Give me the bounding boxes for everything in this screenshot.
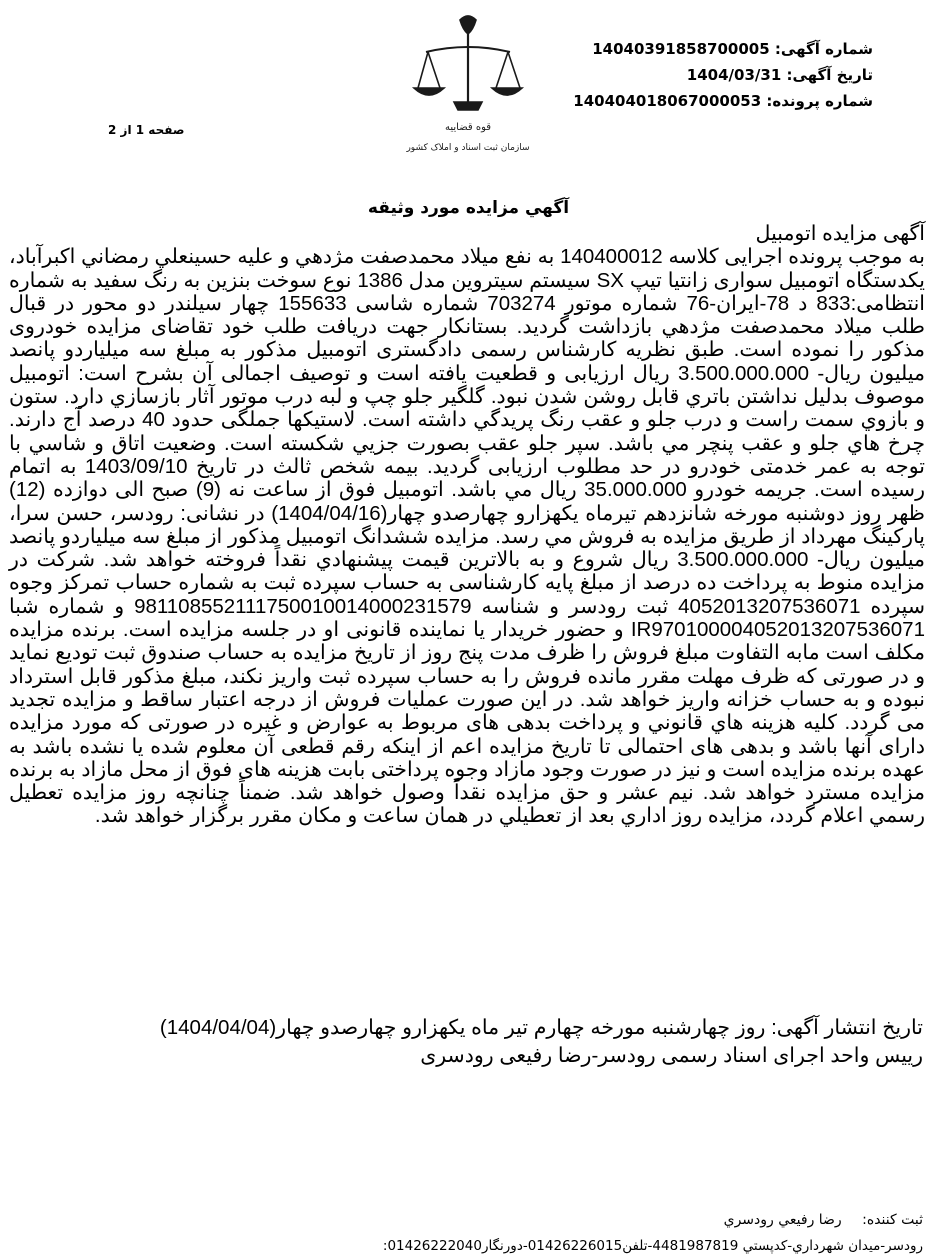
case-number-row (513, 88, 873, 114)
notice-body-paragraph: به موجب پرونده اجرايی کلاسه 140400012 به نفع ميلاد محمدصفت مژدهي و عليه حسينعلي رمضاني اکبرآباد، يکدستگاه اتومبيل سواری زانتيا تيپ SX سيستم سيتروين مدل 1386 نوع سوخت بنزين به رنگ سفيد به شماره انتظامی:833 د 78-ايران-76 شماره موتور 703274 شماره شاسی 155633 چهار سيلندر دو محور در قبال طلب ميلاد محمدصفت مژدهي بازداشت گرديد. بستانکار جهت دريافت طلب خود تقاضای مزايده خودروی مذکور را نموده است. طبق نظريه کارشناس رسمی دادگستری اتومبيل مذکور به مبلغ سه ميلياردو پانصد ميليون ريال- 3.500.000.000 ريال ارزيابی و قطعيت يافته است و توصيف اجمالی آن بشرح است: اتومبيل موصوف بدليل نداشتن باتري قابل روشن شدن نبود. گلگير جلو چپ و لبه درب موتور آثار بازسازي دارد. ستون و بازوي سمت راست و درب جلو و عقب رنگ پريدگي داشته است. لاستيکها جملگی حدود 40 درصد آج دارند. چرخ هاي جلو و عقب پنچر مي باشد. سپر جلو عقب بصورت جزيي شکسته است. وضعيت اتاق و شاسي با توجه به عمر خدمتی خودرو در حد مطلوب ارزيابی گرديد. بيمه شخص ثالث در تاريخ 1403/09/10 به اتمام رسيده است. جريمه خودرو 35.000.000 ريال مي باشد. اتومبيل فوق از ساعت نه (9) صبح الی دوازده (12) ظهر روز دوشنبه مورخه شانزدهم تيرماه يکهزارو چهارصدو چهار(1404/04/16) در نشانی: رودسر، حسن سرا، پارکينگ مهرداد از طريق مزايده به فروش مي رسد. مزايده ششدانگ اتومبيل مذکور از مبلغ سه ميلياردو پانصد ميليون ريال- 3.500.000.000 ريال شروع و به بالاترين قيمت پيشنهادي نقداً فروخته خواهد شد. شرکت در مزايده منوط به پرداخت ده درصد از مبلغ پايه کارشناسی به حساب سپرده ثبت به شماره حساب تمرکز وجوه سپرده 4052013207536071 ثبت رودسر و شناسه 981108552111750010014000231579 و شماره شبا IR970100004052013207536071 و حضور خريدار يا نماينده قانونی او در جلسه مزايده است. برنده مزايده مکلف است مابه التفاوت مبلغ فروش را ظرف مدت پنج روز از تاريخ مزايده به حساب صندوق ثبت توديع نمايد و در صورتی که ظرف مهلت مقرر مانده فروش را به حساب سپرده ثبت واريز نکند، مبلغ مذکور قابل استرداد نبوده و به حساب خزانه واريز خواهد شد. در اين صورت عمليات فروش از درجه اعتبار ساقط و مزايده تجديد می گردد. کليه هزينه هاي قانوني و پرداخت بدهی های مربوط به عوارض و غيره در صورتی که مورد مزايده دارای آنها باشد و بدهی های احتمالی تا تاريخ مزايده اعم از اينکه رقم قطعی آن معلوم شده يا نشده باشد به عهده برنده مزايده است و نيز در صورت وجود مازاد وجوه پرداختی بابت هزينه های فوق از محل مازاد به برنده مزايده مسترد خواهد شد. نيم عشر و حق مزايده نقداً وصول خواهد شد. ضمناً چنانچه روز مزايده تعطيل رسمي اعلام گردد، مزايده روز اداري بعد از تعطيلي در همان ساعت و مکان مقرر برگزار خواهد شد. (9, 245, 926, 828)
page-count: صفحه 1 از 2 (108, 123, 185, 137)
registrar (724, 1212, 923, 1228)
office-address: رودسر-ميدان شهرداري-کدپستي 4481987819-تلفن01426226015-دورنگار01426222040: (382, 1238, 923, 1254)
case-number-label: شماره پرونده: (766, 92, 873, 110)
notice-number-row (513, 36, 873, 62)
emblem-caption-top: قوه قضاییه (444, 122, 492, 133)
notice-body (9, 222, 925, 828)
notice-number: 14040391858700005 (592, 40, 770, 58)
emblem-caption-bottom: سازمان ثبت اسناد و املاک کشور (406, 143, 530, 153)
publish-date-line: تاریخ انتشار آگهی: روز چهارشنبه مورخه چهارم تیر ماه یکهزارو چهارصدو چهار(1404/04/04) (159, 1016, 923, 1039)
notice-meta (513, 36, 873, 114)
notice-number-label: شماره آگهی: (774, 40, 873, 58)
registrar-name: رضا رفيعي رودسري (723, 1212, 842, 1228)
notice-heading: آگهی مزایده اتومبیل (755, 222, 925, 245)
notice-title: آگهي مزايده مورد وثيقه (367, 198, 570, 218)
judiciary-scales-emblem-icon (388, 6, 548, 166)
registrar-label: ثبت کننده: (862, 1212, 923, 1228)
notice-date-label: تاریخ آگهی: (786, 66, 873, 84)
notice-date-row (513, 62, 873, 88)
notice-date: 1404/03/31 (686, 66, 782, 84)
case-number: 140404018067000053 (573, 92, 762, 110)
signature-line: رییس واحد اجرای اسناد رسمی رودسر-رضا رفیعی رودسری (420, 1044, 923, 1067)
